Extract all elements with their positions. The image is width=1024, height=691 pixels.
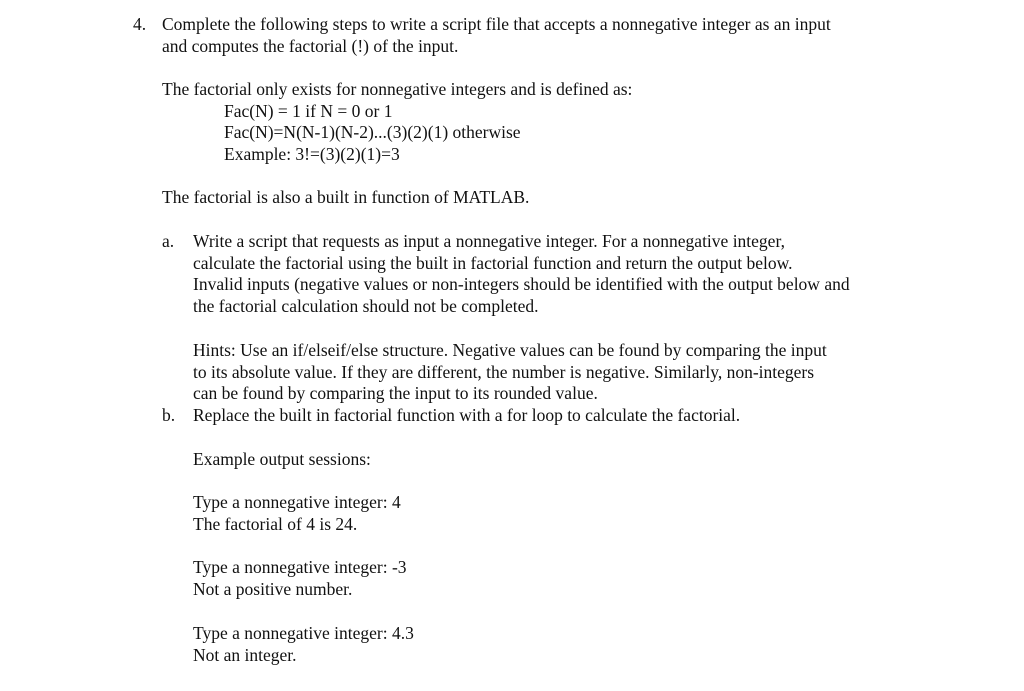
session-3-output: Not an integer. bbox=[193, 645, 297, 665]
session-1-output: The factorial of 4 is 24. bbox=[193, 514, 358, 534]
hints-line-2: to its absolute value. If they are different, the number is negative. Similarly, non-integers bbox=[193, 362, 815, 382]
hints-line-3: can be found by comparing the input to its rounded value. bbox=[193, 383, 598, 403]
part-a-line-1: Write a script that requests as input a nonnegative integer. For a nonnegative integer, bbox=[193, 231, 785, 251]
question-intro-line-2: and computes the factorial (!) of the input. bbox=[162, 36, 459, 56]
formula-general-case: Fac(N)=N(N-1)(N-2)...(3)(2)(1) otherwise bbox=[224, 122, 521, 142]
definition-intro: The factorial only exists for nonnegative integers and is defined as: bbox=[162, 79, 633, 99]
formula-base-case: Fac(N) = 1 if N = 0 or 1 bbox=[224, 101, 393, 121]
formula-example: Example: 3!=(3)(2)(1)=3 bbox=[224, 144, 400, 164]
question-intro-line-1: Complete the following steps to write a script file that accepts a nonnegative integer as an input bbox=[162, 14, 831, 34]
part-a-line-2: calculate the factorial using the built in factorial function and return the output below. bbox=[193, 253, 793, 273]
example-heading: Example output sessions: bbox=[193, 449, 371, 469]
session-1-prompt: Type a nonnegative integer: 4 bbox=[193, 492, 401, 512]
builtin-note: The factorial is also a built in function of MATLAB. bbox=[162, 187, 530, 207]
session-2-output: Not a positive number. bbox=[193, 579, 353, 599]
part-a-line-4: the factorial calculation should not be completed. bbox=[193, 296, 539, 316]
session-2-prompt: Type a nonnegative integer: -3 bbox=[193, 557, 407, 577]
part-b-text: Replace the built in factorial function with a for loop to calculate the factorial. bbox=[193, 405, 741, 425]
part-a-line-3: Invalid inputs (negative values or non-integers should be identified with the output below and bbox=[193, 274, 850, 294]
hints-line-1: Hints: Use an if/elseif/else structure. Negative values can be found by comparing the input bbox=[193, 340, 827, 360]
question-number: 4. bbox=[133, 14, 147, 34]
part-a-label: a. bbox=[162, 231, 175, 251]
session-3-prompt: Type a nonnegative integer: 4.3 bbox=[193, 623, 414, 643]
part-b-label: b. bbox=[162, 405, 176, 425]
